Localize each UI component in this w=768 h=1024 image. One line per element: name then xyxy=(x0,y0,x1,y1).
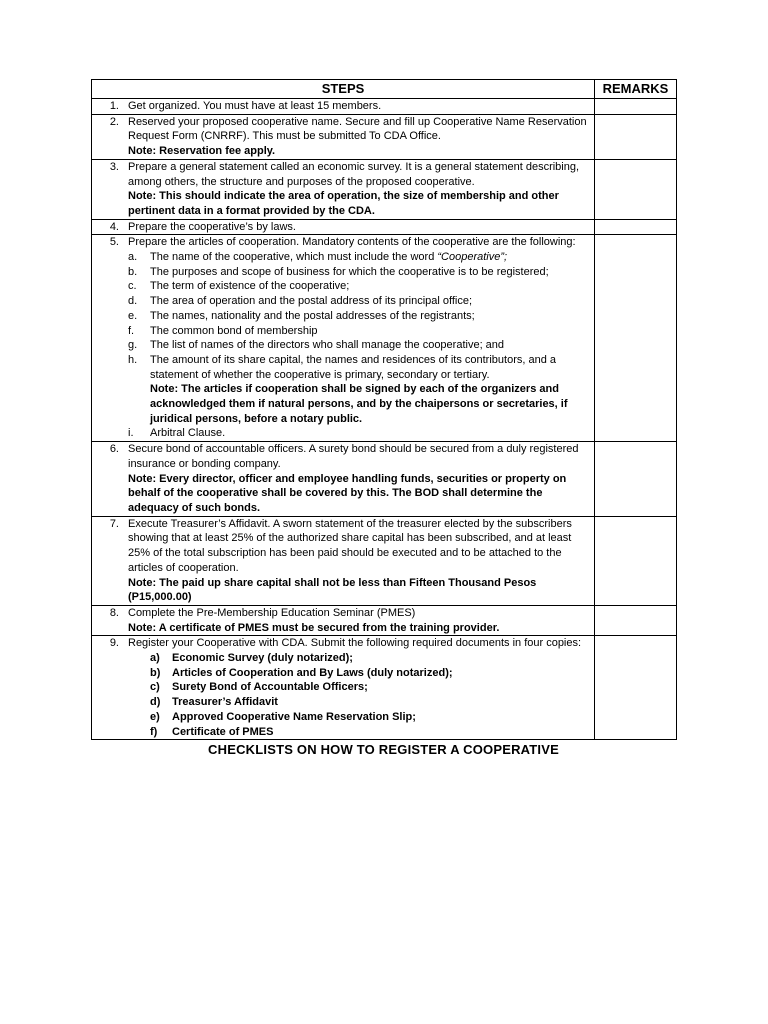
item-text xyxy=(150,279,588,294)
item-text xyxy=(150,294,588,309)
item-marker: f. xyxy=(128,324,135,337)
step-text: Prepare the cooperative’s by laws. xyxy=(128,220,296,233)
item-marker: b) xyxy=(150,666,161,679)
article-content-item xyxy=(128,426,588,441)
item-text xyxy=(172,695,588,710)
article-content-item xyxy=(128,279,588,294)
remarks-cell xyxy=(595,99,677,115)
table-row xyxy=(92,235,677,442)
item-text xyxy=(172,651,588,666)
item-marker: f) xyxy=(150,725,158,738)
item-text-main: Treasurer’s Affidavit xyxy=(172,696,278,709)
step-cell xyxy=(92,99,595,115)
article-content-item xyxy=(128,338,588,353)
table-header-row xyxy=(92,80,677,99)
item-text-main: The purposes and scope of business for which the cooperative is to be registered; xyxy=(150,265,549,278)
item-text xyxy=(150,250,588,265)
step-number: 2. xyxy=(109,115,119,128)
item-marker: d) xyxy=(150,696,161,709)
step-body xyxy=(128,442,594,516)
article-content-item xyxy=(128,353,588,382)
item-text-main: The name of the cooperative, which must include the word xyxy=(150,251,438,264)
table-row xyxy=(92,159,677,219)
document-page xyxy=(91,79,676,757)
step-cell xyxy=(92,235,595,442)
step-note: Note: The paid up share capital shall not be less than Fifteen Thousand Pesos (P15,000.00) xyxy=(128,576,537,604)
remarks-cell xyxy=(595,442,677,517)
article-content-item xyxy=(128,309,588,324)
item-marker: b. xyxy=(128,265,138,278)
item-marker: g. xyxy=(128,339,138,352)
item-marker: h. xyxy=(128,353,138,366)
step-text: Complete the Pre-Membership Education Seminar (PMES) xyxy=(128,606,416,619)
item-text xyxy=(172,710,588,725)
step-number: 9. xyxy=(109,637,119,650)
item-text xyxy=(150,353,588,382)
item-text-main: The common bond of membership xyxy=(150,324,318,337)
item-text xyxy=(172,680,588,695)
remarks-cell xyxy=(595,605,677,635)
step-text: Get organized. You must have at least 15 members. xyxy=(128,100,382,112)
step-text: Secure bond of accountable officers. A surety bond should be secured from a duly registered insurance or bonding company. xyxy=(128,443,579,470)
remarks-cell xyxy=(595,516,677,605)
item-marker: d. xyxy=(128,295,138,308)
remarks-cell xyxy=(595,235,677,442)
step-number: 4. xyxy=(109,220,119,233)
step-body xyxy=(128,99,594,114)
item-marker: a. xyxy=(128,251,138,264)
item-marker: c. xyxy=(128,280,137,293)
item-marker: e) xyxy=(150,710,160,723)
item-text xyxy=(150,265,588,280)
item-text-main: Certificate of PMES xyxy=(172,725,274,738)
step-body xyxy=(128,115,594,159)
step-number: 1. xyxy=(109,100,119,112)
step-note: Note: A certificate of PMES must be secured from the training provider. xyxy=(128,621,500,634)
remarks-cell xyxy=(595,114,677,159)
required-document-item xyxy=(148,666,588,681)
step-cell xyxy=(92,636,595,740)
item-text-main: The list of names of the directors who shall manage the cooperative; and xyxy=(150,339,505,352)
checklist-table xyxy=(91,79,677,740)
item-marker: a) xyxy=(150,652,160,665)
item-text xyxy=(172,666,588,681)
item-text-main: Approved Cooperative Name Reservation Slip; xyxy=(172,710,416,723)
step-number: 3. xyxy=(109,160,119,173)
item-text-main: The names, nationality and the postal addresses of the registrants; xyxy=(150,309,475,322)
remarks-cell xyxy=(595,636,677,740)
step-cell xyxy=(92,159,595,219)
step-text: Execute Treasurer’s Affidavit. A sworn statement of the treasurer elected by the subscribers showing that at least 25% of the authorized share capital has been subscribed, and at least 25% of the total subscription has been paid should be executed and to be attached to the articles of cooperation. xyxy=(128,517,572,574)
step-cell xyxy=(92,114,595,159)
required-document-item xyxy=(148,680,588,695)
item-marker: e. xyxy=(128,309,138,322)
article-content-item xyxy=(128,265,588,280)
step-body xyxy=(128,235,594,441)
step-cell xyxy=(92,516,595,605)
step-number: 5. xyxy=(109,236,119,249)
step-body xyxy=(128,220,594,235)
table-row xyxy=(92,605,677,635)
article-content-item xyxy=(128,324,588,339)
step-body xyxy=(128,160,594,219)
table-row xyxy=(92,516,677,605)
item-text-main: The term of existence of the cooperative; xyxy=(150,280,350,293)
step-text: Prepare a general statement called an economic survey. It is a general statement describing, among others, the structure and purposes of the proposed cooperative. xyxy=(128,160,580,188)
step-number: 6. xyxy=(109,443,119,456)
item-text xyxy=(150,309,588,324)
remarks-header: REMARKS xyxy=(595,80,677,99)
step-cell xyxy=(92,442,595,517)
item-text-main: The amount of its share capital, the names and residences of its contributors, and a statement of whether the cooperative is primary, secondary or tertiary. xyxy=(150,353,557,381)
item-text-main: Articles of Cooperation and By Laws (duly notarized); xyxy=(172,666,453,679)
table-row xyxy=(92,442,677,517)
step-text: Reserved your proposed cooperative name. Secure and fill up Cooperative Name Reservation Request Form (CNRRF). This must be submitted To CDA Office. xyxy=(128,115,587,143)
table-row xyxy=(92,219,677,235)
item-text-main: Surety Bond of Accountable Officers; xyxy=(172,681,368,694)
item-text-main: The area of operation and the postal address of its principal office; xyxy=(150,295,473,308)
item-text xyxy=(150,324,588,339)
table-row xyxy=(92,114,677,159)
step-cell xyxy=(92,605,595,635)
article-content-item xyxy=(128,250,588,265)
item-text xyxy=(172,725,588,740)
step-body xyxy=(128,606,594,635)
step-note: Note: The articles if cooperation shall be signed by each of the organizers and acknowledged them if natural persons, and by the chaipersons or secretaries, if juridical persons, before a notary public. xyxy=(150,383,568,425)
document-caption: CHECKLISTS ON HOW TO REGISTER A COOPERATIVE xyxy=(208,742,559,758)
step-body xyxy=(128,517,594,605)
step-note: Note: Every director, officer and employee handling funds, securities or property on behalf of the cooperative shall be covered by this. The BOD shall determine the adequacy of such bonds. xyxy=(128,472,567,514)
required-documents-list xyxy=(128,651,588,739)
step-note: Note: This should indicate the area of operation, the size of membership and other pertinent data in a format provided by the CDA. xyxy=(128,190,559,217)
step-number: 8. xyxy=(109,606,119,619)
article-content-item xyxy=(128,294,588,309)
step-text: Register your Cooperative with CDA. Submit the following required documents in four copies: xyxy=(128,637,582,650)
required-document-item xyxy=(148,651,588,666)
step-number: 7. xyxy=(109,517,119,530)
table-row xyxy=(92,636,677,740)
item-text: Arbitral Clause. xyxy=(150,427,226,440)
step-note: Note: Reservation fee apply. xyxy=(128,145,276,158)
required-document-item xyxy=(148,695,588,710)
item-text-main: Economic Survey (duly notarized); xyxy=(172,652,353,665)
item-marker: c) xyxy=(150,681,160,694)
step-text: Prepare the articles of cooperation. Mandatory contents of the cooperative are the following: xyxy=(128,236,576,249)
item-text-emphasis: “Cooperative”; xyxy=(437,251,508,264)
steps-header: STEPS xyxy=(92,80,595,99)
required-document-item xyxy=(148,710,588,725)
item-marker: i. xyxy=(128,427,134,440)
required-document-item xyxy=(148,725,588,740)
remarks-cell xyxy=(595,159,677,219)
table-row xyxy=(92,99,677,115)
step-body xyxy=(128,636,594,739)
item-text xyxy=(150,338,588,353)
step-cell xyxy=(92,219,595,235)
remarks-cell xyxy=(595,219,677,235)
